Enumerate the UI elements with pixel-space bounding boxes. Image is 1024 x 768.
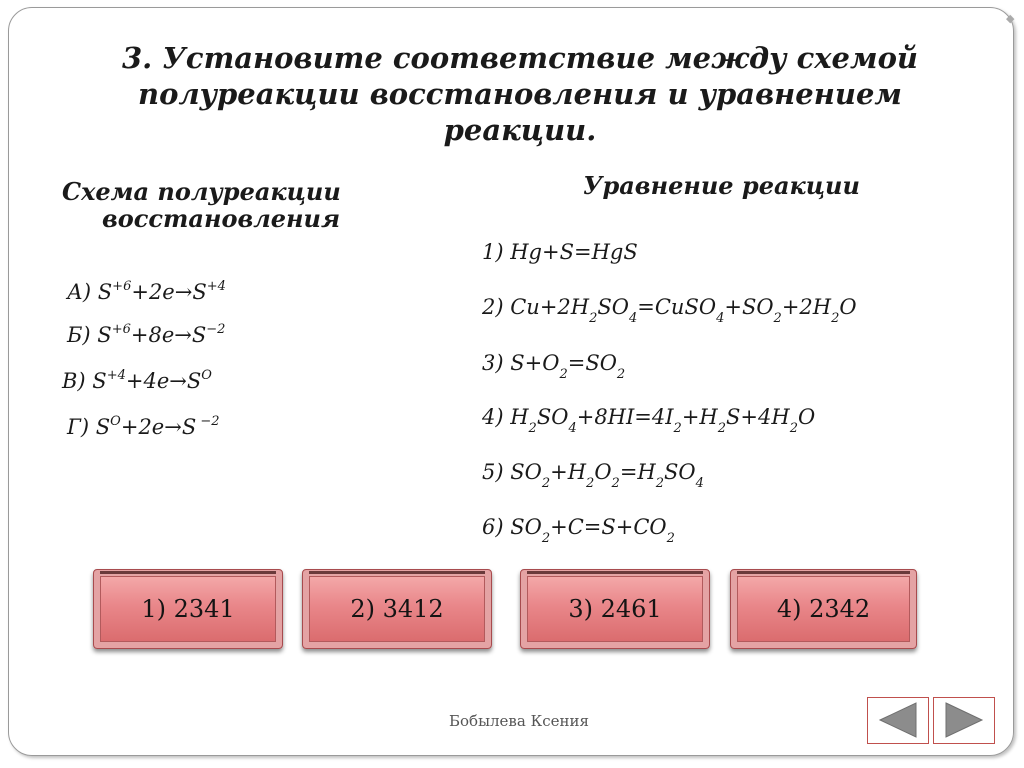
- scheme-item-g: Г) $S^O+2e\to S$ $^{-2}$: [67, 414, 220, 439]
- equation-5: 5) $SO_2+H_2O_2=H_2SO_4$: [482, 460, 704, 491]
- equation-1: 1) Hg+S=HgS: [482, 240, 638, 264]
- scheme-heading-line1: Схема полуреакции: [62, 177, 341, 206]
- equation-heading: Уравнение реакции: [583, 171, 860, 200]
- answer-label: 2) 3412: [350, 595, 444, 623]
- scheme-item-v: В) $S^{+4}+4e\to S^O$: [62, 368, 212, 393]
- equation-4: 4) $H_2SO_4+8HI=4I_2+H_2S+4H_2O$: [482, 405, 816, 436]
- prev-slide-button[interactable]: [867, 697, 929, 744]
- answer-label: 4) 2342: [776, 595, 871, 623]
- scheme-item-b: Б) $S^{+6}+8e\to S^{-2}$: [67, 322, 226, 347]
- bullet-mark-icon: ◆: [1006, 12, 1015, 25]
- scheme-heading: [62, 178, 392, 232]
- author-name: Бобылева Ксения: [449, 712, 589, 730]
- triangle-right-icon: [934, 698, 993, 742]
- answer-button-4[interactable]: [730, 569, 917, 649]
- equation-2: 2) $Cu+2H_2SO_4=CuSO_4+SO_2+2H_2O$: [482, 295, 857, 326]
- answer-button-1[interactable]: [93, 569, 283, 649]
- equation-6: 6) $SO_2+C=S+CO_2$: [482, 515, 675, 546]
- scheme-item-a: А) $S^{+6}+2e\to S^{+4}$: [67, 279, 226, 304]
- question-title: 3. Установите соответствие между схемой полуреакции восстановления и уравнением реакции.: [122, 41, 918, 147]
- scheme-heading-line2: восстановления: [102, 204, 341, 233]
- answer-button-2[interactable]: [302, 569, 492, 649]
- triangle-left-icon: [868, 698, 927, 742]
- equation-3: 3) $S+O_2=SO_2$: [482, 351, 626, 382]
- answer-button-3[interactable]: [520, 569, 710, 649]
- next-slide-button[interactable]: [933, 697, 995, 744]
- answer-label: 1) 2341: [141, 595, 235, 623]
- answer-label: 3) 2461: [568, 595, 662, 623]
